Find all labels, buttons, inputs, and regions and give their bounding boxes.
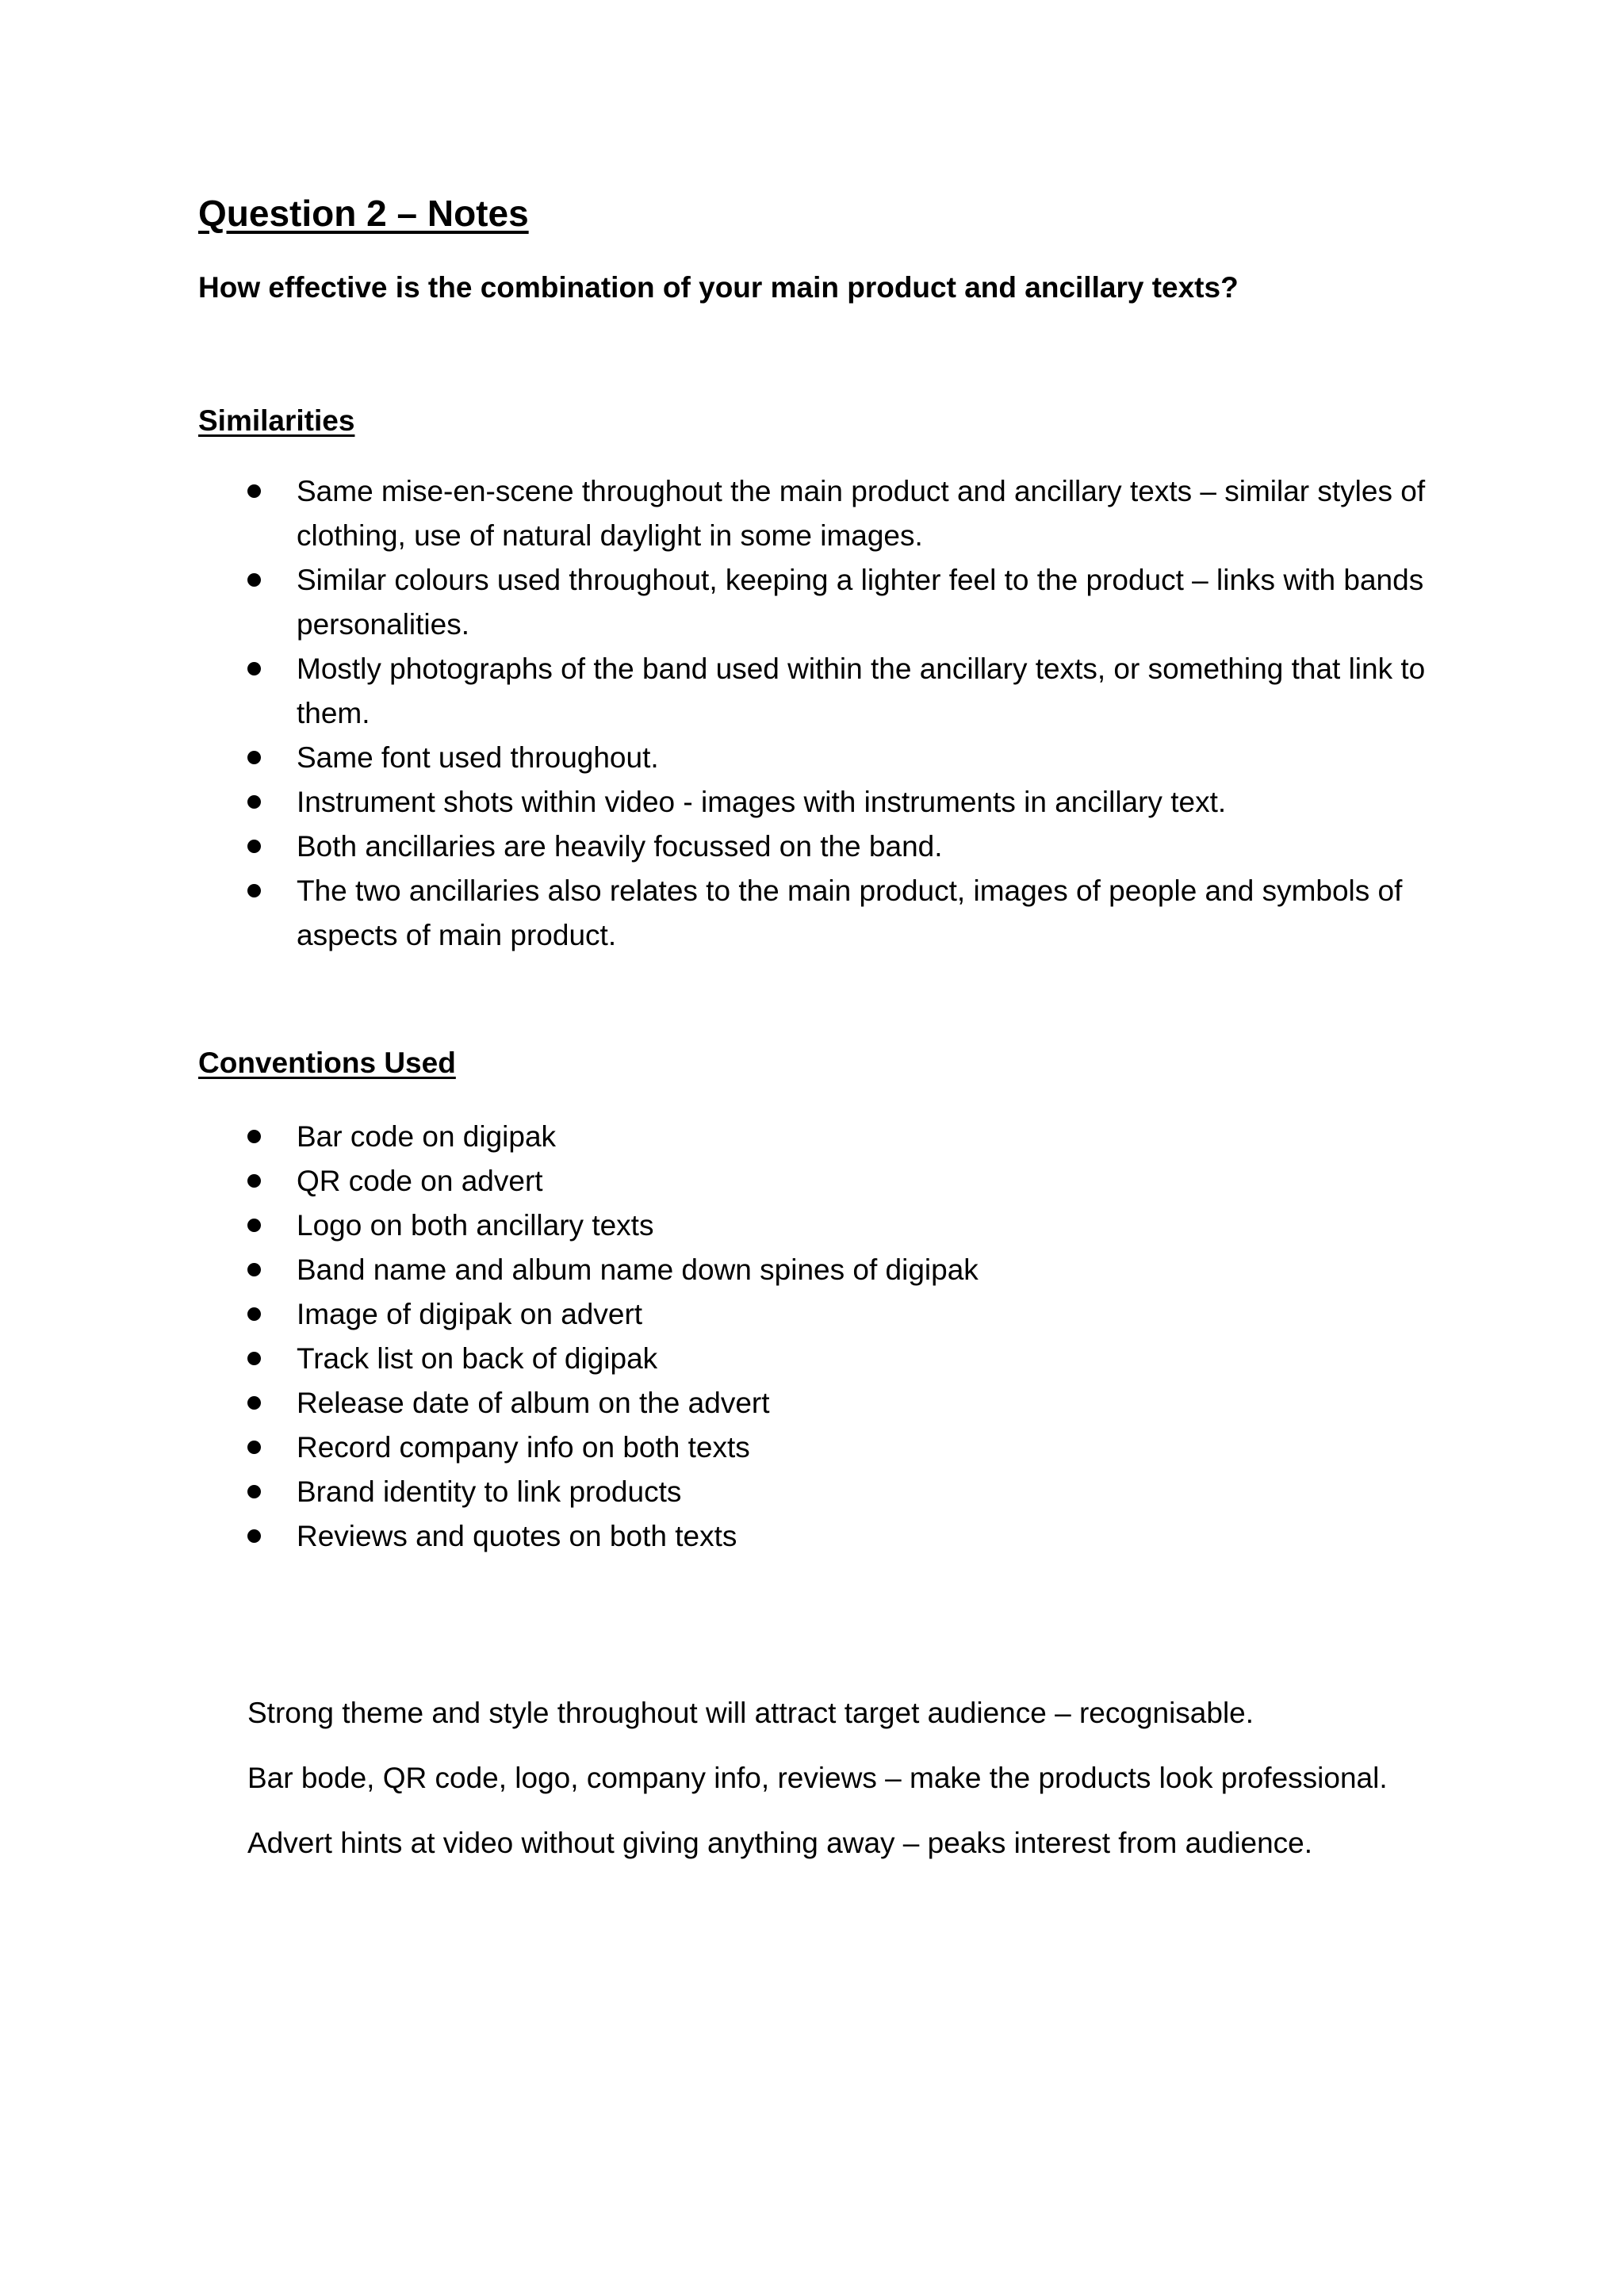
list-item-text: Reviews and quotes on both texts xyxy=(297,1520,737,1552)
bullet-icon xyxy=(247,1352,261,1365)
list-item-text: Same mise-en-scene throughout the main product and ancillary texts – similar styles of clothing, use of natural daylight in some images. xyxy=(297,475,1426,552)
list-item xyxy=(247,1514,1453,1559)
list-item-text: Instrument shots within video - images with instruments in ancillary text. xyxy=(297,786,1227,818)
list-item-text: Brand identity to link products xyxy=(297,1475,682,1508)
list-item xyxy=(247,1292,1453,1337)
list-item-text: Logo on both ancillary texts xyxy=(297,1209,654,1242)
list-item-text: Release date of album on the advert xyxy=(297,1387,770,1419)
bullet-icon xyxy=(247,1441,261,1454)
list-item xyxy=(247,647,1453,736)
list-item xyxy=(247,1425,1453,1470)
list-item-text: Same font used throughout. xyxy=(297,741,659,774)
summary-block xyxy=(247,1692,1516,1887)
list-item xyxy=(247,558,1453,647)
summary-paragraph: Advert hints at video without giving anything away – peaks interest from audience. xyxy=(247,1827,1313,1859)
list-item xyxy=(247,1159,1453,1203)
similarities-list xyxy=(247,469,1453,958)
list-item-text: The two ancillaries also relates to the main product, images of people and symbols of aspects of main product. xyxy=(297,874,1403,951)
bullet-icon xyxy=(247,484,261,498)
summary-paragraph: Strong theme and style throughout will attract target audience – recognisable. xyxy=(247,1697,1254,1729)
list-item-text: Band name and album name down spines of digipak xyxy=(297,1253,979,1286)
bullet-icon xyxy=(247,1130,261,1143)
list-item-text: Both ancillaries are heavily focussed on the band. xyxy=(297,830,943,863)
list-item-text: QR code on advert xyxy=(297,1165,543,1197)
list-item-text: Bar code on digipak xyxy=(297,1120,557,1153)
summary-paragraph: Bar bode, QR code, logo, company info, reviews – make the products look professional. xyxy=(247,1762,1388,1794)
bullet-icon xyxy=(247,751,261,764)
list-item-text: Track list on back of digipak xyxy=(297,1342,658,1375)
list-item xyxy=(247,1337,1453,1381)
bullet-icon xyxy=(247,795,261,809)
bullet-icon xyxy=(247,1307,261,1321)
list-item xyxy=(247,469,1453,558)
list-item xyxy=(247,825,1453,869)
question-text: How effective is the combination of your main product and ancillary texts? xyxy=(198,271,1239,304)
list-item-text: Image of digipak on advert xyxy=(297,1298,643,1330)
list-item xyxy=(247,1248,1453,1292)
bullet-icon xyxy=(247,884,261,897)
bullet-icon xyxy=(247,1396,261,1410)
list-item xyxy=(247,1470,1453,1514)
list-item xyxy=(247,1203,1453,1248)
bullet-icon xyxy=(247,840,261,853)
conventions-heading: Conventions Used xyxy=(198,1047,456,1079)
bullet-icon xyxy=(247,1529,261,1543)
conventions-list xyxy=(247,1115,1453,1559)
bullet-icon xyxy=(247,662,261,675)
list-item xyxy=(247,869,1453,958)
list-item-text: Record company info on both texts xyxy=(297,1431,750,1464)
list-item xyxy=(247,1381,1453,1425)
bullet-icon xyxy=(247,1174,261,1188)
bullet-icon xyxy=(247,1485,261,1498)
page-title: Question 2 – Notes xyxy=(198,193,529,234)
similarities-heading: Similarities xyxy=(198,404,355,437)
bullet-icon xyxy=(247,573,261,587)
list-item-text: Similar colours used throughout, keeping a lighter feel to the product – links with bands personalities. xyxy=(297,564,1424,641)
list-item-text: Mostly photographs of the band used within the ancillary texts, or something that link to them. xyxy=(297,652,1426,729)
list-item xyxy=(247,1115,1453,1159)
bullet-icon xyxy=(247,1219,261,1232)
list-item xyxy=(247,780,1453,825)
bullet-icon xyxy=(247,1263,261,1276)
list-item xyxy=(247,736,1453,780)
